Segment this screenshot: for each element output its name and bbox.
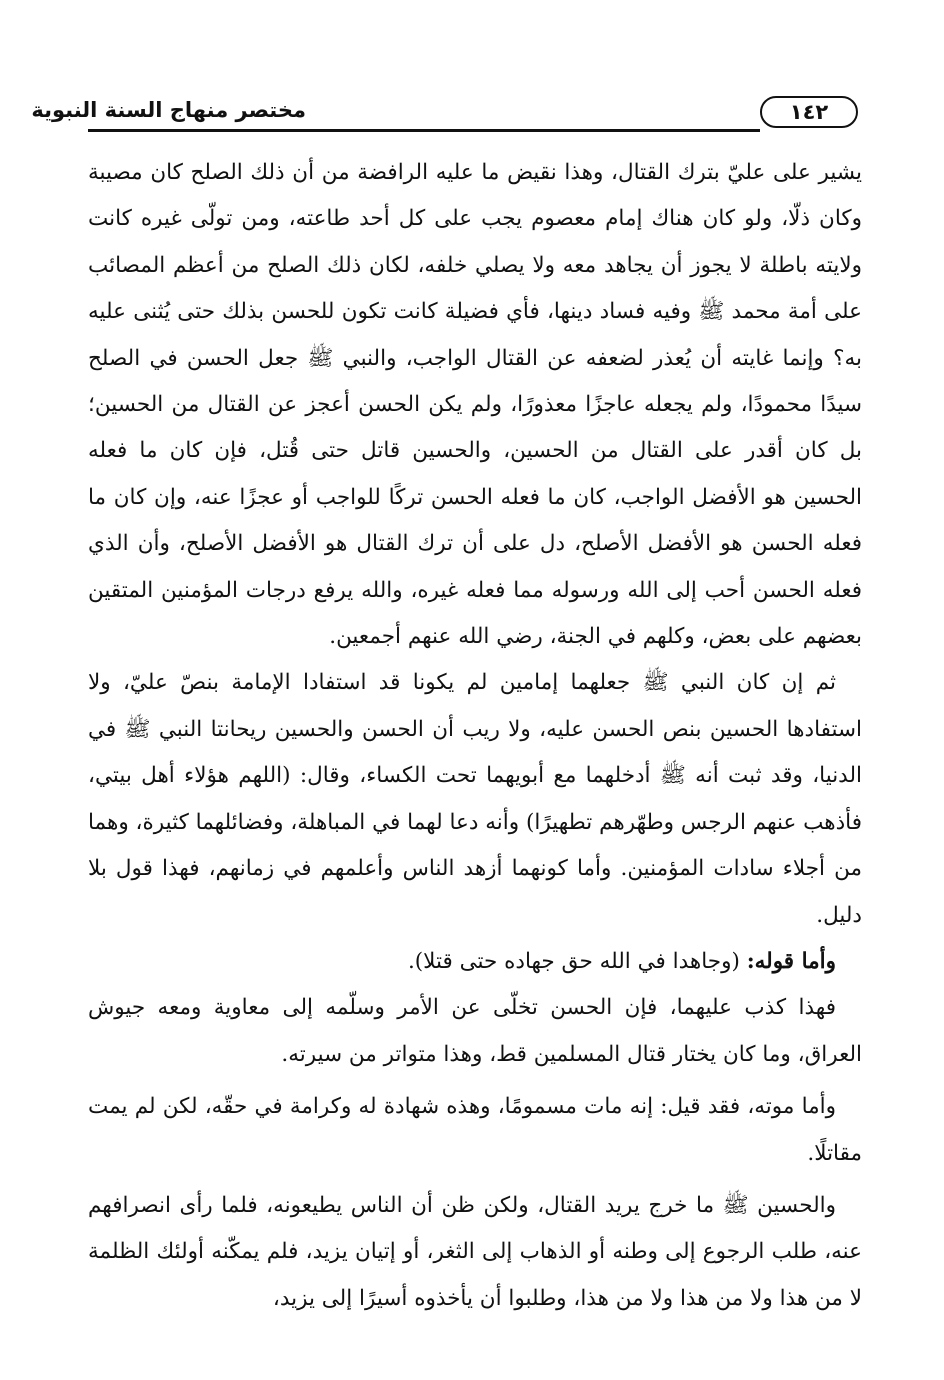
page-header: [31, 96, 858, 136]
header-rule: [88, 129, 760, 132]
running-title: مختصر منهاج السنة النبوية: [31, 98, 306, 122]
paragraph-3: [88, 939, 862, 985]
paragraph-4: فهذا كذب عليهما، فإن الحسن تخلّى عن الأمر وسلّمه إلى معاوية ومعه جيوش العراق، وما كان يختار قتال المسلمين قط، وهذا متواتر من سيرته.: [88, 995, 862, 1067]
paragraph-3-quote: (وجاهدا في الله حق جهاده حتى قتلا).: [407, 948, 747, 974]
paragraph-5: وأما موته، فقد قيل: إنه مات مسمومًا، وهذه شهادة له وكرامة في حقّه، لكن لم يمت مقاتلًا.: [88, 1094, 862, 1166]
paragraph-3-lead: وأما قوله:: [746, 948, 836, 974]
paragraph-6: والحسين ﷺ ما خرج يريد القتال، ولكن ظن أن الناس يطيعونه، فلما رأى انصرافهم عنه، طلب الرجوع إلى وطنه أو الذهاب إلى الثغر، أو إتيان يزيد، فلم يمكّنه أولئك الظلمة لا من هذا ولا من هذا ولا من هذا، وطلبوا أن يأخذوه أسيرًا إلى يزيد،: [88, 1192, 862, 1311]
paragraph-1: يشير على عليّ بترك القتال، وهذا نقيض ما عليه الرافضة من أن ذلك الصلح كان مصيبة وكان ذلّا، ولو كان هناك إمام معصوم يجب على كل أحد طاعته، ومن تولّى غيره كانت ولايته باطلة لا يجوز أن يجاهد معه ولا يصلي خلفه، لكان ذلك الصلح من أعظم المصائب على أمة محمد ﷺ وفيه فساد دينها، فأي فضيلة كانت تكون للحسن بذلك حتى يُثنى عليه به؟ وإنما غايته أن يُعذر لضعفه عن القتال الواجب، والنبي ﷺ جعل الحسن في الصلح سيدًا محمودًا، ولم يجعله عاجزًا معذورًا، ولم يكن الحسن أعجز عن القتال من الحسين؛ بل كان أقدر على القتال من الحسين، والحسين قاتل حتى قُتل، فإن كان ما فعله الحسين هو الأفضل الواجب، كان ما فعله الحسن تركًا للواجب أو عجزًا عنه، وإن كان ما فعله الحسن هو الأفضل الأصلح، دل على أن ترك القتال هو الأفضل الأصلح، وأن الذي فعله الحسن أحب إلى الله ورسوله مما فعله غيره، والله يرفع درجات المؤمنين المتقين بعضهم على بعض، وكلهم في الجنة، رضي الله عنهم أجمعين.: [88, 160, 862, 650]
paragraph-2: ثم إن كان النبي ﷺ جعلهما إمامين لم يكونا قد استفادا الإمامة بنصّ عليّ، ولا استفادها الحسين بنص الحسن عليه، ولا ريب أن الحسن والحسين ريحانتا النبي ﷺ في الدنيا، وقد ثبت أنه ﷺ أدخلهما مع أبويهما تحت الكساء، وقال: (اللهم هؤلاء أهل بيتي، فأذهب عنهم الرجس وطهّرهم تطهيرًا) وأنه دعا لهما في المباهلة، وفضائلهما كثيرة، وهما من أجلاء سادات المؤمنين. وأما كونهما أزهد الناس وأعلمهم في زمانهم، فهذا قول بلا دليل.: [88, 670, 862, 928]
page-body: [88, 150, 862, 1322]
page-number-badge: ١٤٢: [760, 96, 858, 128]
